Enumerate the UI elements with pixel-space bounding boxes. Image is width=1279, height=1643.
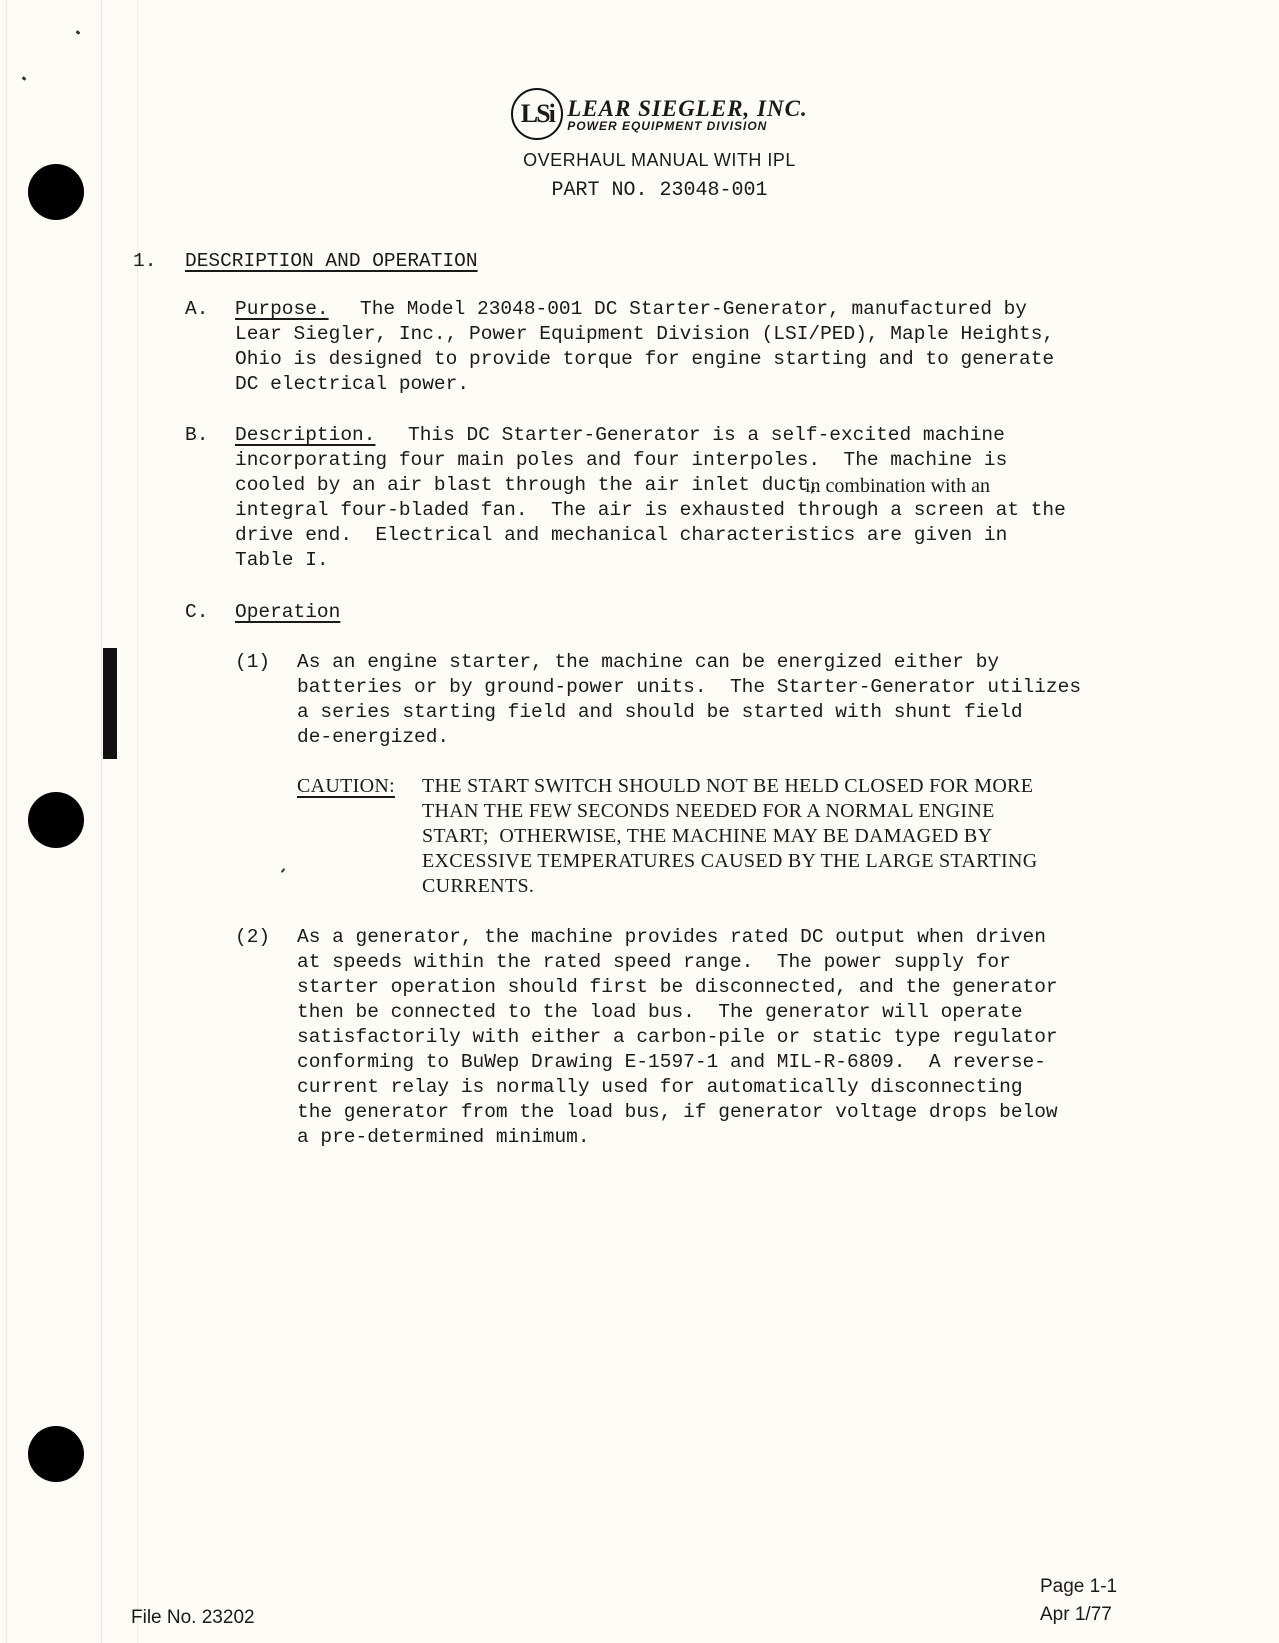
text-line: integral four-bladed fan. The air is exhausted through a screen at the <box>235 499 1066 521</box>
caution-line: THE START SWITCH SHOULD NOT BE HELD CLOSED FOR MORE <box>422 775 1034 797</box>
speck <box>22 76 27 81</box>
text-line: drive end. Electrical and mechanical characteristics are given in <box>235 524 1008 546</box>
subsection-heading: Purpose. <box>235 298 329 320</box>
company-name: LEAR SIEGLER, INC. <box>567 95 808 121</box>
manual-title: OVERHAUL MANUAL WITH IPL <box>523 150 796 170</box>
item-number: (1) <box>235 651 271 673</box>
text-line: starter operation should first be disconnected, and the generator <box>297 976 1058 998</box>
left-edge-line <box>6 0 7 1643</box>
text-line-inserted: in combination with an <box>805 475 990 497</box>
speck <box>76 30 81 35</box>
text-line: incorporating four main poles and four interpoles. The machine is <box>235 449 1008 471</box>
subsection-letter: C. <box>185 601 209 623</box>
speck <box>281 868 286 873</box>
punch-hole-bottom <box>28 1426 84 1482</box>
section-title: DESCRIPTION AND OPERATION <box>185 250 478 272</box>
punch-hole-middle <box>28 792 84 848</box>
caution-label: CAUTION: <box>297 775 395 797</box>
binding-line <box>101 0 102 1643</box>
text-line: de-energized. <box>297 726 450 748</box>
text-line: The Model 23048-001 DC Starter-Generator, manufactured by <box>360 298 1028 320</box>
caution-line: START; OTHERWISE, THE MACHINE MAY BE DAMAGED BY <box>422 825 993 847</box>
text-line: a series starting field and should be started with shunt field <box>297 701 1023 723</box>
caution-line: CURRENTS. <box>422 875 535 897</box>
text-line: satisfactorily with either a carbon-pile or static type regulator <box>297 1026 1058 1048</box>
item-number: (2) <box>235 926 271 948</box>
text-line: DC electrical power. <box>235 373 470 395</box>
text-line: cooled by an air blast through the air inlet duct, <box>235 474 821 496</box>
revision-change-bar <box>103 648 117 759</box>
part-number: PART NO. 23048-001 <box>551 179 768 202</box>
page-number: Page 1-1 <box>1040 1576 1118 1597</box>
subsection-heading: Description. <box>235 424 376 446</box>
text-line: current relay is normally used for automatically disconnecting <box>297 1076 1023 1098</box>
text-line: Table I. <box>235 549 329 571</box>
text-line: Lear Siegler, Inc., Power Equipment Division (LSI/PED), Maple Heights, <box>235 323 1055 345</box>
text-line: then be connected to the load bus. The generator will operate <box>297 1001 1023 1023</box>
lsi-logo-icon: LSi <box>511 88 563 140</box>
document-header <box>0 88 1279 202</box>
division-name: POWER EQUIPMENT DIVISION <box>567 118 768 133</box>
text-line: As a generator, the machine provides rated DC output when driven <box>297 926 1046 948</box>
text-line: a pre-determined minimum. <box>297 1126 590 1148</box>
subsection-letter: A. <box>185 298 209 320</box>
text-line: This DC Starter-Generator is a self-excited machine <box>408 424 1005 446</box>
text-line: conforming to BuWep Drawing E-1597-1 and MIL-R-6809. A reverse- <box>297 1051 1046 1073</box>
text-line: As an engine starter, the machine can be energized either by <box>297 651 1000 673</box>
caution-line: EXCESSIVE TEMPERATURES CAUSED BY THE LARGE STARTING <box>422 850 1038 872</box>
revision-date: Apr 1/77 <box>1040 1604 1112 1625</box>
text-line: at speeds within the rated speed range. The power supply for <box>297 951 1011 973</box>
text-line: batteries or by ground-power units. The Starter-Generator utilizes <box>297 676 1082 698</box>
file-number: File No. 23202 <box>131 1607 255 1628</box>
subsection-letter: B. <box>185 424 209 446</box>
margin-line <box>137 0 138 1643</box>
subsection-heading: Operation <box>235 601 341 623</box>
caution-line: THAN THE FEW SECONDS NEEDED FOR A NORMAL ENGINE <box>422 800 995 822</box>
text-line: the generator from the load bus, if generator voltage drops below <box>297 1101 1058 1123</box>
section-number: 1. <box>133 250 157 272</box>
company-logo <box>40 88 1279 140</box>
text-line: Ohio is designed to provide torque for engine starting and to generate <box>235 348 1055 370</box>
